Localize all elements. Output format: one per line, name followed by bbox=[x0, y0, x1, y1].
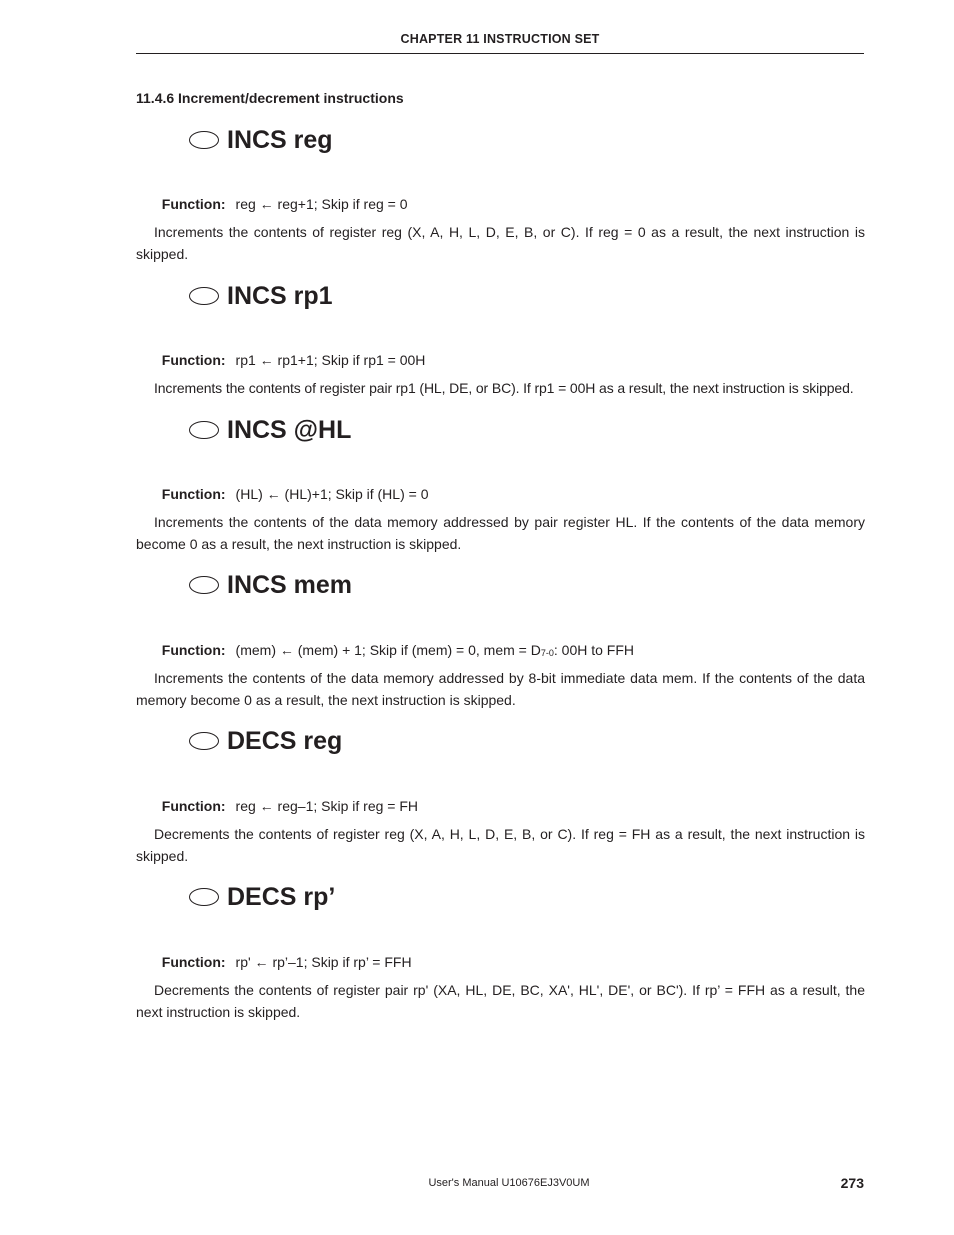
function-label: Function: bbox=[161, 352, 226, 368]
function-expression: (HL) ← (HL)+1; Skip if (HL) = 0 bbox=[235, 486, 429, 502]
function-expression: reg ← reg–1; Skip if reg = FH bbox=[235, 798, 419, 814]
instruction-title-text: INCS reg bbox=[227, 125, 333, 154]
instruction-title-incs-reg bbox=[189, 124, 333, 156]
function-label: Function: bbox=[161, 642, 226, 658]
section-heading: 11.4.6 Increment/decrement instructions bbox=[136, 90, 404, 106]
function-line bbox=[154, 938, 412, 970]
chapter-header: CHAPTER 11 INSTRUCTION SET bbox=[400, 32, 600, 46]
instruction-title-incs-mem bbox=[189, 569, 352, 601]
function-line bbox=[154, 626, 634, 658]
instruction-description: Decrements the contents of register pair rp' (XA, HL, DE, BC, XA', HL', DE', or BC'). If rp’ = FFH as a result, the next instruction is skipped. bbox=[136, 982, 865, 1020]
function-expression: rp' ← rp’–1; Skip if rp’ = FFH bbox=[235, 954, 412, 970]
function-label: Function: bbox=[161, 798, 226, 814]
footer-manual-id: User's Manual U10676EJ3V0UM bbox=[428, 1177, 590, 1189]
function-line bbox=[154, 336, 425, 368]
header-divider bbox=[136, 53, 864, 54]
instruction-description: Increments the contents of register pair rp1 (HL, DE, or BC). If rp1 = 00H as a result, the next instruction is skipped. bbox=[154, 380, 854, 396]
instruction-title-decs-reg bbox=[189, 725, 342, 757]
oval-bullet-icon bbox=[189, 732, 219, 750]
instruction-title-text: DECS reg bbox=[227, 726, 343, 755]
instruction-description: Increments the contents of register reg (X, A, H, L, D, E, B, or C). If reg = 0 as a result, the next instruction is skipped. bbox=[136, 224, 865, 262]
function-line bbox=[154, 470, 428, 502]
function-label: Function: bbox=[161, 486, 226, 502]
instruction-title-decs-rp-prime bbox=[189, 881, 335, 913]
instruction-description: Increments the contents of the data memory addressed by pair register HL. If the contents of the data memory become 0 as a result, the next instruction is skipped. bbox=[136, 514, 865, 552]
oval-bullet-icon bbox=[189, 421, 219, 439]
function-line bbox=[154, 782, 418, 814]
instruction-title-text: INCS rp1 bbox=[227, 281, 333, 310]
page-number: 273 bbox=[840, 1175, 864, 1191]
oval-bullet-icon bbox=[189, 576, 219, 594]
function-expression: reg ← reg+1; Skip if reg = 0 bbox=[235, 196, 408, 212]
instruction-title-incs-at-hl bbox=[189, 414, 351, 446]
function-expression: rp1 ← rp1+1; Skip if rp1 = 00H bbox=[235, 352, 426, 368]
function-subscript: 7-0 bbox=[540, 648, 554, 658]
oval-bullet-icon bbox=[189, 287, 219, 305]
function-label: Function: bbox=[161, 954, 226, 970]
instruction-title-text: INCS @HL bbox=[227, 415, 352, 444]
function-label: Function: bbox=[161, 196, 226, 212]
instruction-title-text: INCS mem bbox=[227, 570, 353, 599]
instruction-title-text: DECS rp’ bbox=[227, 882, 336, 911]
function-expression: (mem) ← (mem) + 1; Skip if (mem) = 0, mem = D bbox=[235, 642, 541, 658]
instruction-description: Decrements the contents of register reg (X, A, H, L, D, E, B, or C). If reg = FH as a result, the next instruction is skipped. bbox=[136, 826, 865, 864]
oval-bullet-icon bbox=[189, 131, 219, 149]
oval-bullet-icon bbox=[189, 888, 219, 906]
instruction-title-incs-rp1 bbox=[189, 280, 333, 312]
function-expression-suffix: : 00H to FFH bbox=[553, 642, 635, 658]
function-line bbox=[154, 180, 408, 212]
instruction-description: Increments the contents of the data memory addressed by 8-bit immediate data mem. If the contents of the data memory become 0 as a result, the next instruction is skipped. bbox=[136, 670, 865, 708]
